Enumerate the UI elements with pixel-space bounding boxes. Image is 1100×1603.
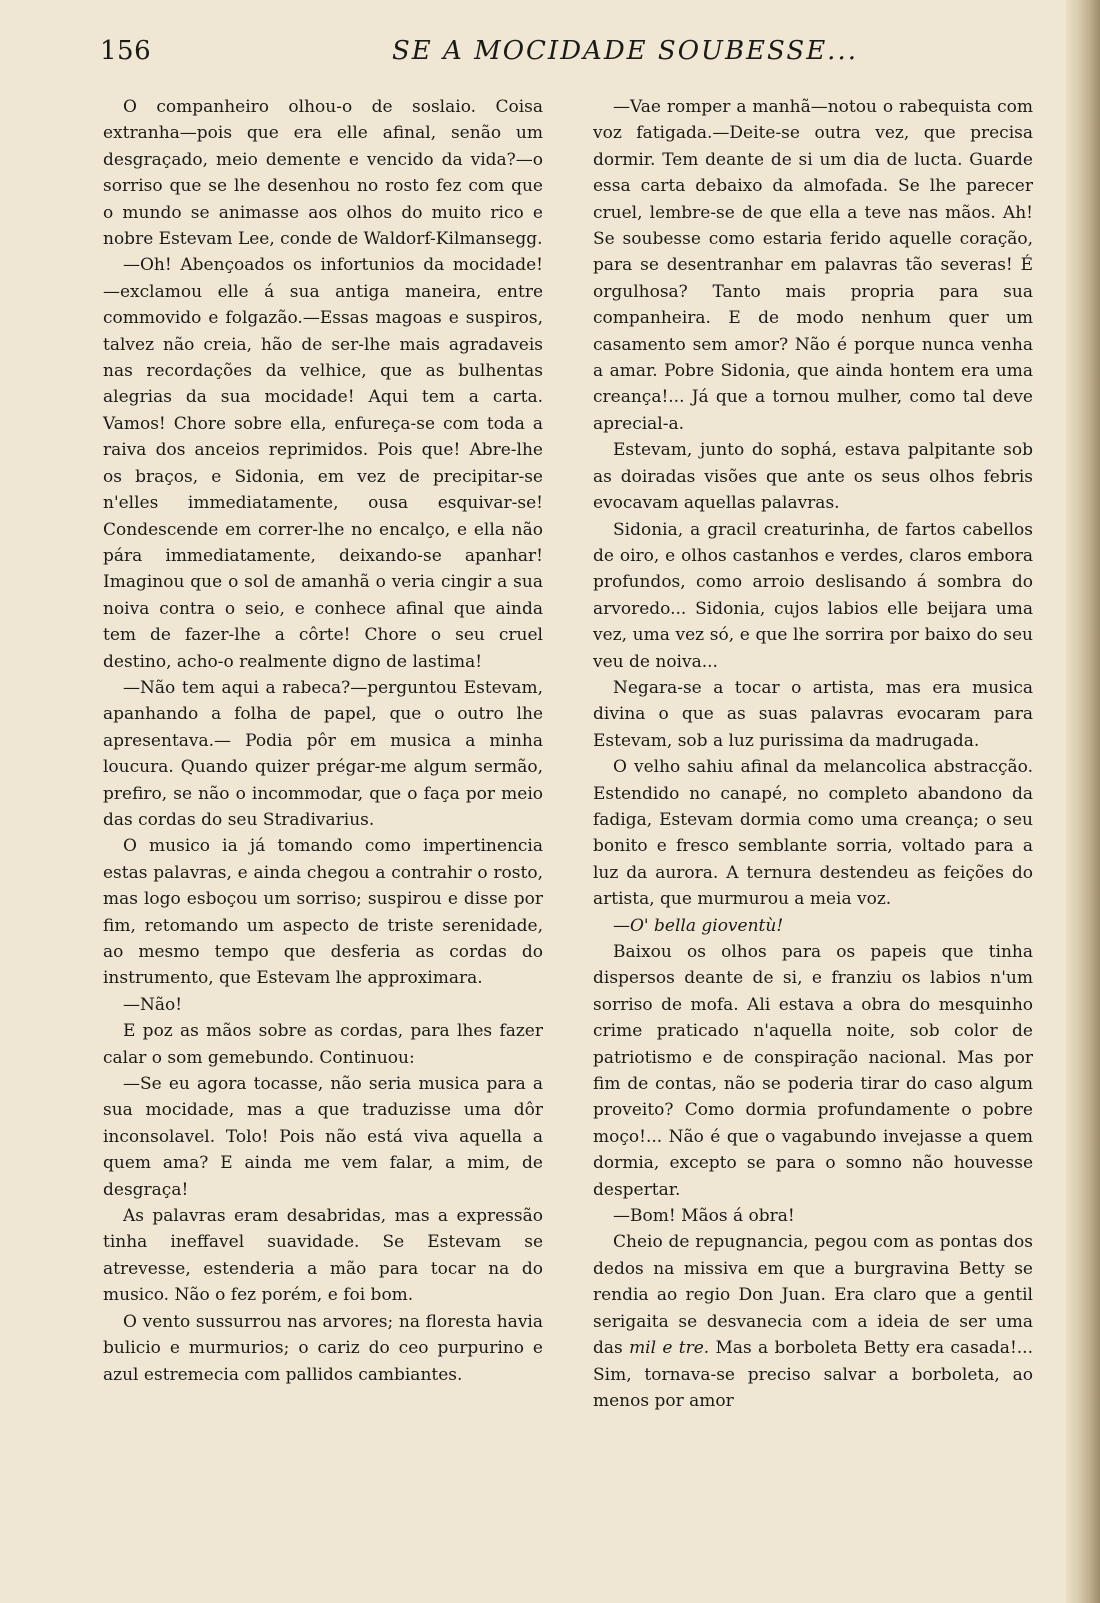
paragraph: —Bom! Mãos á obra! — [613, 1206, 795, 1227]
left-column — [103, 94, 543, 1388]
paragraph: —Não tem aqui a rabeca?—perguntou Estevam, apanhando a folha de papel, que o outro lhe apresentava.— Podia pôr em musica a minha loucura. Quando quizer prégar-me algum sermão, prefiro, se não o incommodar, que o faça por meio das cordas do seu Stradivarius. — [103, 677, 543, 830]
paragraph: —Vae romper a manhã—notou o rabequista com voz fatigada.—Deite-se outra vez, que precisa dormir. Tem deante de si um dia de lucta. Guarde essa carta debaixo da almofada. Se lhe parecer cruel, lembre-se de que ella a teve nas mãos. Ah! Se soubesse como estaria ferido aquelle coração, para se desentranhar em palavras tão severas! É orgulhosa? Tanto mais propria para sua companheira. E de modo nenhum quer um casamento sem amor? Não é porque nunca venha a amar. Pobre Sidonia, que ainda hontem era uma creança!... Já que a tornou mulher, como tal deve aprecial-a. — [593, 97, 1033, 434]
paragraph: O vento sussurrou nas arvores; na floresta havia bulicio e murmurios; o cariz do ceo purpurino e azul estremecia com pallidos cambiantes. — [103, 1311, 543, 1385]
running-title: SE A MOCIDADE SOUBESSE... — [392, 36, 858, 66]
paragraph: O velho sahiu afinal da melancolica abstracção. Estendido no canapé, no completo abandono da fadiga, Estevam dormia como uma creança; o seu bonito e fresco semblante sorria, voltado para a luz da aurora. A ternura destendeu as feições do artista, que murmurou a meia voz. — [593, 757, 1033, 910]
paragraph: Sidonia, a gracil creaturinha, de fartos cabellos de oiro, e olhos castanhos e verdes, claros embora profundos, como arroio deslisando á sombra do arvoredo... Sidonia, cujos labios elle beijara uma vez, uma vez só, e que lhe sorrira por baixo do seu veu de noiva... — [593, 519, 1033, 672]
paragraph: —Não! — [123, 994, 183, 1015]
paragraph: Baixou os olhos para os papeis que tinha dispersos deante de si, e franziu os labios n'um sorriso de mofa. Ali estava a obra do mesquinho crime praticado n'aquella noite, sob color de patriotismo e de conspiração nacional. Mas por fim de contas, não se poderia tirar do caso algum proveito? Como dormia profundamente o pobre moço!... Não é que o vagabundo invejasse a quem dormia, excepto se para o somno não houvesse despertar. — [593, 942, 1033, 1200]
text-body — [103, 94, 1033, 1534]
paragraph: —Se eu agora tocasse, não seria musica para a sua mocidade, mas a que traduzisse uma dôr inconsolavel. Tolo! Pois não está viva aquella a quem ama? E ainda me vem falar, a mim, de desgraça! — [103, 1074, 543, 1200]
italic-phrase: mil e tre. — [629, 1338, 710, 1359]
page-header — [100, 36, 1040, 76]
paragraph: E poz as mãos sobre as cordas, para lhes fazer calar o som gemebundo. Continuou: — [103, 1021, 543, 1068]
right-column — [593, 94, 1033, 1414]
page-edge-shadow — [1066, 0, 1100, 1603]
paragraph: Cheio de repugnancia, pegou com as pontas dos dedos na missiva em que a burgravina Betty se rendia ao regio Don Juan. Era claro que a gentil serigaita se desvanecia com a ideia de ser uma das mil e tre. Mas a borboleta Betty era casada!... Sim, tornava-se preciso salvar a borboleta, ao menos por amor — [593, 1232, 1033, 1411]
paragraph: O companheiro olhou-o de soslaio. Coisa extranha—pois que era elle afinal, senão um desgraçado, meio demente e vencido da vida?—o sorriso que se lhe desenhou no rosto fez com que o mundo se animasse aos olhos do muito rico e nobre Estevam Lee, conde de Waldorf-Kilmansegg. — [103, 97, 543, 250]
paragraph: Estevam, junto do sophá, estava palpitante sob as doiradas visões que ante os seus olhos febris evocavam aquellas palavras. — [593, 440, 1033, 514]
paragraph: —Oh! Abençoados os infortunios da mocidade!—exclamou elle á sua antiga maneira, entre commovido e folgazão.—Essas magoas e suspiros, talvez não creia, hão de ser-lhe mais agradaveis nas recordações da velhice, que as bulhentas alegrias da sua mocidade! Aqui tem a carta. Vamos! Chore sobre ella, enfureça-se com toda a raiva dos anceios reprimidos. Pois que! Abre-lhe os braços, e Sidonia, em vez de precipitar-se n'elles immediatamente, ousa esquivar-se! Condescende em correr-lhe no encalço, e ella não pára immediatamente, deixando-se apanhar! Imaginou que o sol de amanhã o veria cingir a sua noiva contra o seio, e conhece afinal que ainda tem de fazer-lhe a côrte! Chore o seu cruel destino, acho-o realmente digno de lastima! — [103, 255, 543, 672]
page-number: 156 — [100, 36, 152, 66]
paragraph: Negara-se a tocar o artista, mas era musica divina o que as suas palavras evocaram para Estevam, sob a luz purissima da madrugada. — [593, 677, 1033, 751]
paragraph: O musico ia já tomando como impertinencia estas palavras, e ainda chegou a contrahir o rosto, mas logo esboçou um sorriso; suspirou e disse por fim, retomando um aspecto de triste serenidade, ao mesmo tempo que desferia as cordas do instrumento, que Estevam lhe approximara. — [103, 836, 543, 989]
italic-exclamation: —O' bella gioventù! — [613, 915, 784, 936]
paragraph: As palavras eram desabridas, mas a expressão tinha ineffavel suavidade. Se Estevam se atrevesse, estenderia a mão para tocar na do musico. Não o fez porém, e foi bom. — [103, 1206, 543, 1306]
